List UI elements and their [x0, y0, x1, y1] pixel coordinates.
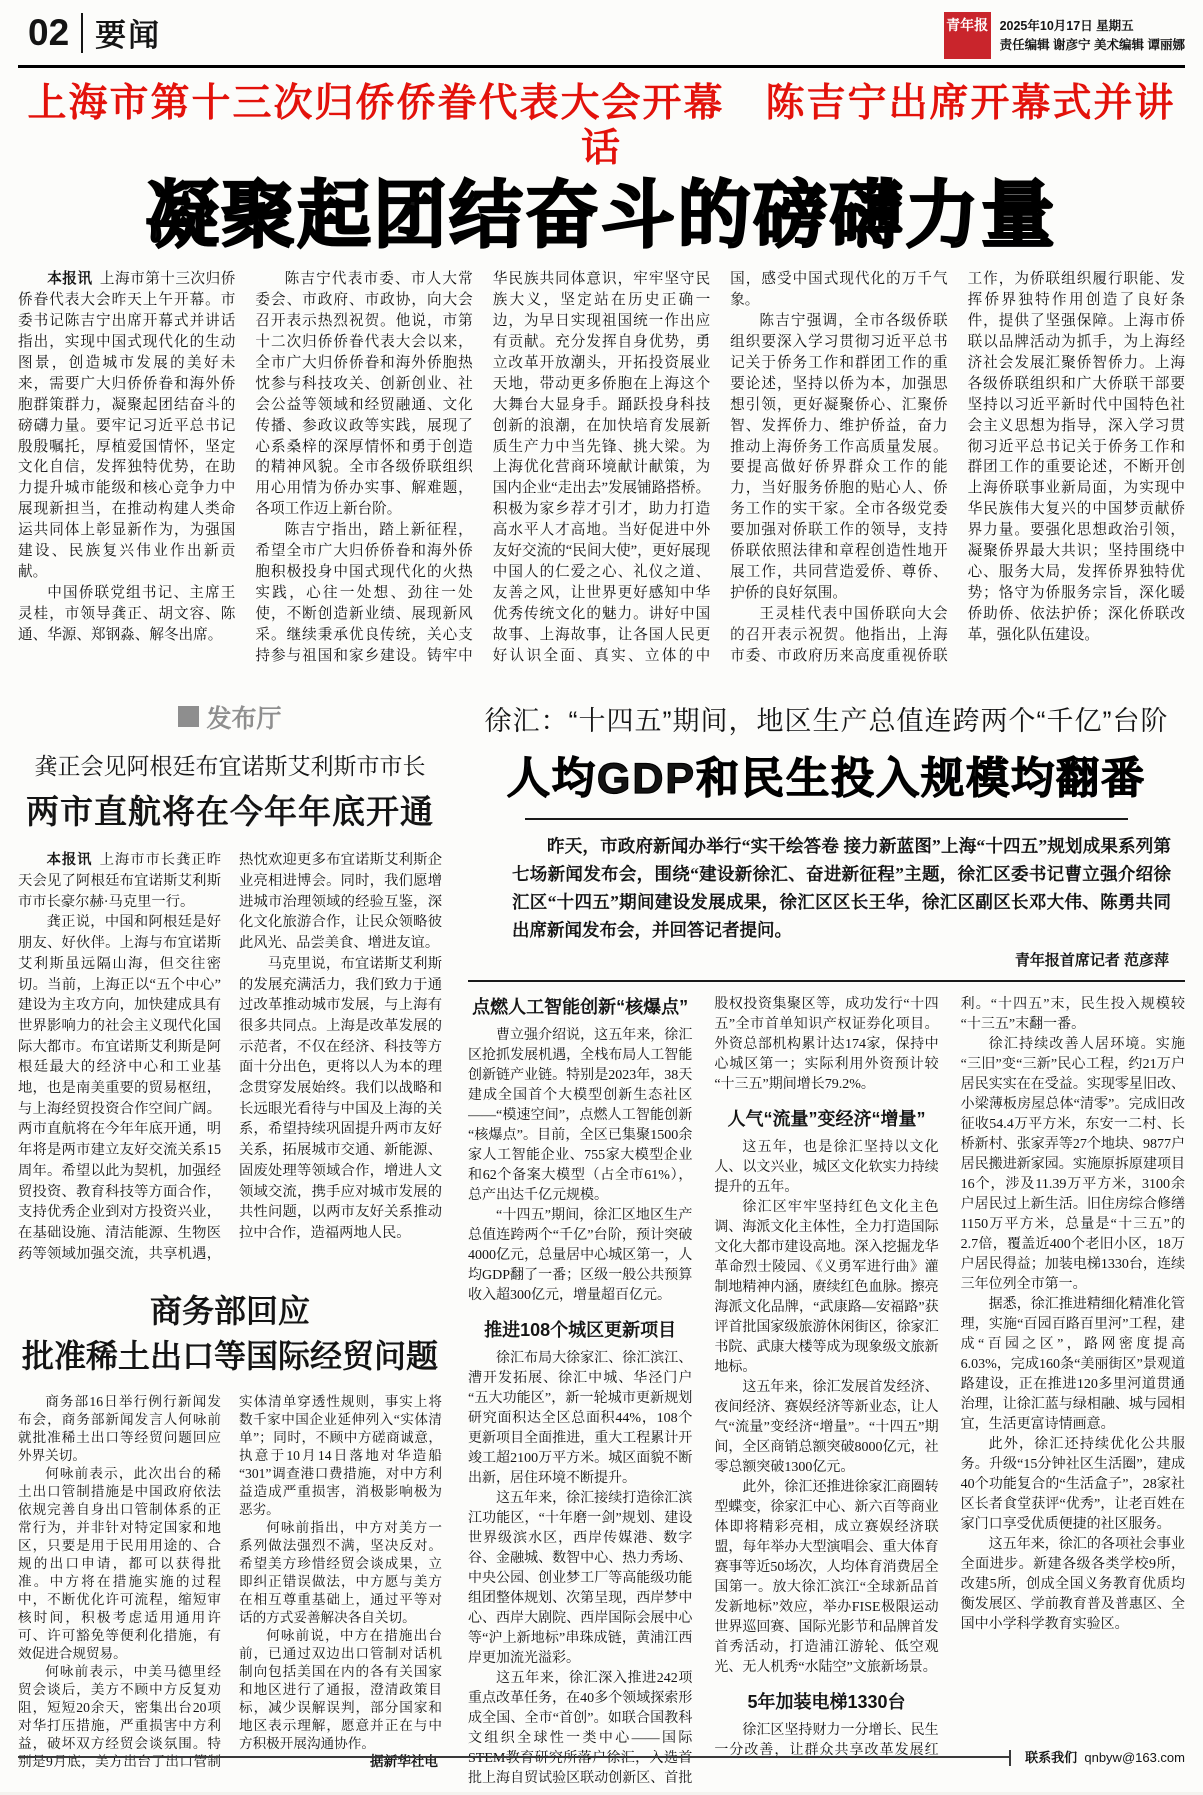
paragraph: 徐汇持续改善人居环境。实施“三旧”变“三新”民心工程，约21万户居民实实在在受益。实现零星旧改、小梁薄板房屋总体“清零”。完成旧改征收54.4万平方米，东安一二村、长桥新村、张家弄等27个地块、9877户居民搬进新家园。实施原拆原建项目16个，涉及11.39万平方米，3100余户居民过上新生活。旧住房综合修缮1150万平方米，总量是“十三五”的2.7倍，覆盖近400个老旧小区，18万户居民得益；加装电梯1330台，连续三年位列全市第一。 — [960, 1037, 1185, 1293]
paragraph: 何咏前说，中方在措施出台前，已通过双边出口管制对话机制向包括美国在内的各有关国家和地区进行了通报，澄清政策目标，减少误解误判，部分国家和地区表示理解，愿意并正在与中方积极开展沟通协作。 — [239, 1628, 442, 1752]
xuhui-article — [468, 699, 1185, 1795]
paragraph: 这五年来，徐汇深入推进242项重点改革任务，在40多个领域探索形成全国、全市“首创”。如联合国教科文组织全球性一类中心——国际STEM教育研究所落户徐汇，入选首批上海自贸试验区联动创新区、首批股权投资集聚区等，成功发行“十四五”全市首单知识产权证券化项目。外资总部机构累计达174家，保持中心城区第一；实际利用外资预计较“十三五”期间增长79.2%。 — [468, 997, 939, 1787]
headline-rule — [525, 818, 1127, 820]
paragraph: 这五年来，徐汇接续打造徐汇滨江功能区，“十年磨一剑”规划、建设世界级滨水区，西岸传媒港、数字谷、金融城、数智中心、热力秀场、中央公园、创业梦工厂等高能级功能组团整体规划、次第呈现，西岸梦中心、西岸大剧院、西岸国际会展中心等“沪上新地标”串珠成链，黄浦江西岸更加流光溢彩。 — [468, 1491, 693, 1667]
paragraph-text: 上海市第十三次归侨侨眷代表大会昨天上午开幕。市委书记陈吉宁出席开幕式并讲话指出，实现中国式现代化的生动图景，创造城市发展的美好未来，需要广大归侨侨眷和海外侨胞群策群力，凝聚起团结奋斗的磅礴力量。要牢记习近平总书记殷殷嘱托，厚植爱国情怀，坚定文化自信，发挥独特优势，在助力提升城市能级和核心竞争力中展现新担当，在推动构建人类命运共同体上彰显新作为，为强国建设、民族复兴伟业作出新贡献。 — [18, 271, 236, 581]
subhead-ai: 点燃人工智能创新“核爆点” — [472, 997, 689, 1018]
masthead-left — [18, 10, 161, 55]
flight-article-headline: 两市直航将在今年年底开通 — [26, 793, 434, 831]
masthead — [18, 10, 1185, 62]
byline-rule — [468, 980, 1185, 982]
paragraph: 马克里说，布宜诺斯艾利斯的发展充满活力，我们致力于通过改革推动城市发展，与上海有很多共同点。上海是改革发展的示范者，不仅在经济、科技等方面十分出色，更将以人为本的理念贯穿发展始终。我们以战略和长远眼光看待与中国及上海的关系，希望持续巩固提升两市友好关系，拓展城市交通、新能源、固废处理等领域合作，增进人文领域交流，携手应对城市发展的共性问题，以两市友好关系推动拉中合作，造福两地人民。 — [239, 955, 442, 1241]
flight-article-kicker: 龚正会见阿根廷布宜诺斯艾利斯市市长 — [34, 753, 426, 780]
middle-zone — [18, 699, 1185, 1795]
masthead-right — [944, 10, 1185, 59]
contact-label: 联系我们 — [1025, 1750, 1078, 1765]
paragraph: “十四五”期间，徐汇区地区生产总值连跨两个“千亿”台阶，预计突破4000亿元，总量居中心城区第一，人均GDP翻了一番；区级一般公共预算收入超300亿元，增量超百亿元。 — [468, 1208, 693, 1304]
paragraph: 何咏前表示，中美马德里经贸会谈后，美方不顾中方反复劝阻，短短20余天，密集出台20项对华打压措施，严重损害中方利益，破坏双方经贸会谈氛围。特别是9月底，美方出台了出口管制实体清单穿透性规则，事实上将数千家中国企业延伸列入“实体清单”；同时，不顾中方磋商诚意，执意于10月14日落地对华造船“301”调查港口费措施，对中方利益造成严重损害，消极影响极为恶劣。 — [18, 1394, 442, 1770]
mofcom-headline-line2: 批准稀土出口等国际经贸问题 — [21, 1338, 438, 1375]
paragraph — [18, 850, 221, 912]
flight-article-body — [18, 850, 442, 1265]
paragraph: 这五年来，徐汇的各项社会事业全面进步。新建各级各类学校9所，改建5所，创成全国义务教育优质均衡发展区、学前教育普及普惠区、全国中小学科学教育实验区。 — [960, 1537, 1185, 1633]
editors-line: 责任编辑 谢彦宁 美术编辑 谭丽娜 — [999, 37, 1185, 52]
paragraph: 徐汇区牢牢坚持红色文化主色调、海派文化主体性，全力打造国际文化大都市建设高地。深入挖掘龙华革命烈士陵园、《义勇军进行曲》灌制地精神内涵，赓续红色血脉。擦亮海派文化品牌，“武康路—安福路”获评首批国家级旅游休闲街区，徐家汇书院、武康大楼等成为现象级文旅新地标。 — [714, 1200, 939, 1376]
paragraph: 陈吉宁指出，踏上新征程，希望全市广大归侨侨眷和海外侨胞积极投身中国式现代化的火热实践，心往一处想、劲往一处使，不断创造新业绩、展现新风采。继续秉承优良传统，关心支持参与祖国和家乡建设。铸牢中华民族共同体意识，牢牢坚守民族大义，坚定站在历史正确一边，为早日实现祖国统一作出应有贡献。充分发挥自身优势，勇立改革开放潮头，开拓投资展业天地，带动更多侨胞在上海这个大舞台大显身手。踊跃投身科技创新的浪潮，在加快培育发展新质生产力中当先锋、挑大梁。为上海优化营商环境献计献策，为国内企业“走出去”发展铺路搭桥。积极为家乡荐才引才，助力打造高水平人才高地。当好促进中外友好交流的“民间大使”，更好展现中国人的仁爱之心、礼仪之道、友善之风，让世界更好感知中华优秀传统文化的魅力。讲好中国故事、上海故事，让各国人民更好认识全面、真实、立体的中国，感受中国式现代化的万千气象。 — [255, 271, 948, 664]
paragraph: 陈吉宁代表市委、市人大常委会、市政府、市政协，向大会召开表示热烈祝贺。他说，市第十二次归侨侨眷代表大会以来，全市广大归侨侨眷和海外侨胞热忱参与科技攻关、创新创业、社会公益等领域和经贸融通、文化传播、参政议政等实践，展现了心系桑梓的深厚情怀和勇于创造的精神风貌。全市各级侨联组织用心用情为侨办实事、解难题，各项工作迈上新台阶。 — [255, 271, 473, 518]
paragraph: 这五年来，徐汇发展首发经济、夜间经济、赛娱经济等新业态，让人气“流量”变经济“增量”。“十四五”期间，全区商销总额突破8000亿元，社零总额突破1300亿元。 — [714, 1380, 939, 1476]
xuhui-article-kicker: 徐汇：“十四五”期间，地区生产总值连跨两个“千亿”台阶 — [484, 706, 1169, 737]
xuhui-article-lead: 昨天，市政府新闻办举行“实干绘答卷 接力新蓝图”上海“十四五”规划成果系列第七场新闻发布会，围绕“建设新徐汇、奋进新征程”主题，徐汇区委书记曹立强介绍徐汇区“十四五”期间建设发展成果，徐汇区区长王华，徐汇区副区长邓大伟、陈勇共同出席新闻发布会，并回答记者提问。 — [512, 836, 1171, 941]
subhead-economy: 人气“流量”变经济“增量” — [727, 1109, 926, 1130]
page-number: 02 — [28, 11, 70, 53]
byline: 青年报首席记者 范彦萍 — [1014, 952, 1169, 970]
footer-rule — [18, 1756, 1011, 1758]
masthead-divider — [81, 13, 83, 53]
mofcom-article-body — [18, 1393, 442, 1785]
paragraph: 曹立强介绍说，这五年来，徐汇区抢抓发展机遇，全栈布局人工智能创新链产业链。特别是2023年，38天建成全国首个大模型创新生态社区——“模速空间”，点燃人工智能创新“核爆点”。目前，全区已集聚1500余家人工智能企业、755家大模型企业和62个备案大模型（占全市61%），总产出达千亿元规模。 — [468, 1028, 693, 1204]
release-hall-tag — [18, 699, 442, 735]
paragraph: 王灵桂代表中国侨联向大会的召开表示祝贺。他指出，上海市委、市政府历来高度重视侨联工作，为侨联组织履行职能、发挥侨界独特作用创造了良好条件，提供了坚强保障。上海市侨联以品牌活动为抓手，为上海经济社会发展汇聚侨智侨力。上海各级侨联组织和广大侨联干部要坚持以习近平新时代中国特色社会主义思想为指导，深入学习贯彻习近平总书记关于侨务工作和群团工作的重要论述，不断开创上海侨联事业新局面，为实现中华民族伟大复兴的中国梦贡献侨界力量。要强化思想政治引领，凝聚侨界最大共识；坚持围绕中心、服务大局，发挥侨界独特优势；恪守为侨服务宗旨，深化暖侨助侨、依法护侨；深化侨联改革，强化队伍建设。 — [730, 271, 1185, 664]
news-source: 据新华社电 — [370, 1754, 438, 1770]
top-article — [18, 82, 1185, 687]
paragraph: 陈吉宁强调，全市各级侨联组织要深入学习贯彻习近平总书记关于侨务工作和群团工作的重要论述，坚持以侨为本，加强思想引领，更好凝聚侨心、汇聚侨智、发挥侨力、维护侨益，奋力推动上海侨务工作高质量发展。要提高做好侨界群众工作的能力，当好服务侨胞的贴心人、侨务工作的实干家。全市各级党委要加强对侨联工作的领导，支持侨联依照法律和章程创造性地开展工作，共同营造爱侨、尊侨、护侨的良好氛围。 — [730, 313, 948, 601]
paragraph: 据悉，徐汇推进精细化精准化管理，实施“百园百路百里河”工程，建成“百园之区”，路网密度提高6.03%，完成160条“美丽街区”景观道路建设，正在推进120多里河道贯通治理，让徐汇蓝与绿相融、城与园相宜，生活更富诗情画意。 — [960, 1297, 1185, 1433]
top-article-kicker: 上海市第十三次归侨侨眷代表大会开幕 陈吉宁出席开幕式并讲话 — [27, 82, 1176, 170]
paragraph: 何咏前指出，中方对美方一系列做法强烈不满，坚决反对。希望美方珍惜经贸会谈成果，立即纠正错误做法，中方愿与美方在相互尊重基础上，通过平等对话的方式妥善解决各自关切。 — [239, 1520, 442, 1626]
date-line: 2025年10月17日 星期五 — [999, 18, 1134, 33]
section-title: 要闻 — [95, 18, 162, 53]
subhead-renewal: 推进108个城区更新项目 — [484, 1320, 677, 1341]
newspaper-logo: 青年报 — [944, 12, 991, 59]
release-hall-label: 发布厅 — [206, 705, 282, 734]
paragraph: 徐汇区坚持财力一分增长、民生一分改善，让群众共享改革发展红利。“十四五”末，民生投入规模较“十三五”末翻一番。 — [714, 997, 1185, 1759]
paragraph: 商务部16日举行例行新闻发布会，商务部新闻发言人何咏前就批准稀土出口等经贸问题回应外界关切。 — [18, 1394, 221, 1464]
contact-email: qnbyw@163.com — [1084, 1750, 1185, 1765]
mofcom-article — [18, 1289, 442, 1785]
subhead-elevators: 5年加装电梯1330台 — [747, 1692, 906, 1713]
paragraph: 徐汇布局大徐家汇、徐汇滨江、漕开发拓展、徐汇中城、华泾门户“五大功能区”，新一轮城市更新规划研究面积达全区总面积44%，108个更新项目全面推进，重大工程累计开竣工超2100万平方米。城区面貌不断出新，居住环境不断提升。 — [468, 1351, 693, 1487]
masthead-rule — [18, 65, 1185, 68]
top-article-headline: 凝聚起团结奋斗的磅礴力量 — [145, 174, 1058, 256]
section-marker-icon — [178, 706, 199, 727]
mofcom-article-headline — [18, 1289, 442, 1379]
paragraph: 龚正说，中国和阿根廷是好朋友、好伙伴。上海与布宜诺斯艾利斯虽远隔山海，但交往密切。当前，上海正以“五个中心”建设为主攻方向，加快建成具有世界影响力的社会主义现代化国际大都市。布宜诺斯艾利斯是阿根廷最大的经济中心和工业基地，也是南美重要的贸易枢纽，与上海经贸投资合作空间广阔。两市直航将在今年年底开通，明年将是两市建立友好交流关系15周年。希望以此为契机，加强经贸投资、教育科技等方面合作，支持优秀企业到对方投资兴业，在基础设施、清洁能源、生物医药等领域加强交流，共享机遇，热忱欢迎更多布宜诺斯艾利斯企业亮相进博会。同时，我们愿增进城市治理领域的经验互鉴，深化文化旅游合作，让民众领略彼此风光、品尝美食、增进友谊。 — [18, 852, 442, 1262]
paragraph: 这五年，也是徐汇坚持以文化人、以文兴业，城区文化软实力持续提升的五年。 — [714, 1140, 939, 1196]
middle-left-column — [18, 699, 442, 1795]
paragraph: 中国侨联党组书记、主席王灵桂，市领导龚正、胡文容、陈通、华源、郑钢淼、解冬出席。 — [18, 584, 236, 643]
page-footer — [18, 1747, 1185, 1766]
flight-article — [18, 748, 442, 1265]
paragraph: 此外，徐汇还持续优化公共服务。升级“15分钟社区生活圈”，建成40个功能复合的“生活盒子”，28家社区长者食堂获评“优秀”，让老百姓在家门口享受优质便捷的社区服务。 — [960, 1437, 1185, 1533]
xuhui-article-headline: 人均GDP和民生投入规模均翻番 — [506, 755, 1147, 804]
paragraph-text: 上海市市长龚正昨天会见了阿根廷布宜诺斯艾利斯市市长豪尔赫·马克里一行。 — [18, 852, 221, 910]
lead-label: 本报讯 — [46, 852, 93, 869]
paragraph: 何咏前表示，此次出台的稀土出口管制措施是中国政府依法依规完善自身出口管制体系的正常行为，并非针对特定国家和地区，只要是用于民用用途的、合规的出口申请，都可以获得批准。中方将在措施实施的过程中，不断优化许可流程，缩短审核时间，积极考虑适用通用许可、许可豁免等便利化措施，有效促进合规贸易。 — [18, 1466, 221, 1662]
top-article-body — [18, 269, 1185, 687]
xuhui-article-body — [468, 995, 1185, 1795]
mofcom-headline-line1: 商务部回应 — [149, 1293, 310, 1330]
paragraph — [18, 269, 235, 583]
footer-contact — [1025, 1747, 1185, 1766]
paragraph: 此外，徐汇还推进徐家汇商圈转型蝶变，徐家汇中心、新六百等商业体即将精彩亮相，成立赛娱经济联盟，每年举办大型演唱会、重大体育赛事等近50场次，人均体育消费居全国第一。放大徐汇滨江“全球新品首发新地标”效应，举办FISE极限运动世界巡回赛、国际光影节和品牌首发首秀活动，打造浦江游轮、低空观光、无人机秀“水陆空”文旅新场景。 — [714, 1480, 939, 1676]
date-block — [1000, 17, 1185, 55]
lead-label: 本报讯 — [47, 271, 93, 288]
